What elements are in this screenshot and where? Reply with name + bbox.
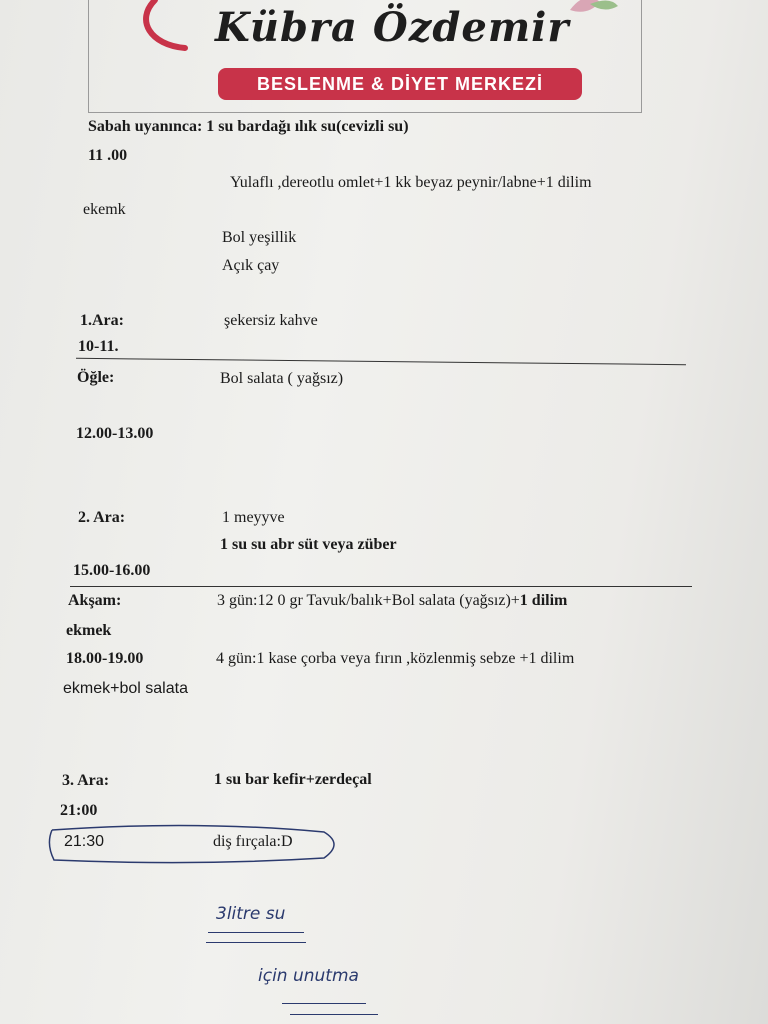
divider (76, 358, 686, 365)
dinner-option1-cont: ekmek (66, 622, 112, 639)
dinner-option1-text: 3 gün:12 0 gr Tavuk/balık+Bol salata (yağsız)+ (217, 592, 520, 609)
lunch-text: Bol salata ( yağsız) (220, 370, 344, 387)
dinner-option2-cont: ekmek+bol salata (63, 680, 188, 697)
dinner-option1-bold: 1 dilim (519, 592, 568, 609)
snack2-line: 1 meyyve (222, 509, 285, 526)
dinner-option2: 4 gün:1 kase çorba veya fırın ,közlenmiş sebze +1 dilim (216, 650, 575, 667)
handwritten-note: 3litre su (216, 904, 286, 924)
handwritten-note: için unutma (258, 966, 359, 986)
pen-underline (282, 1003, 366, 1004)
snack3-label: 3. Ara: (62, 772, 110, 789)
pen-underline (290, 1014, 378, 1015)
breakfast-line: Yulaflı ,dereotlu omlet+1 kk beyaz peynir/labne+1 dilim (230, 174, 592, 191)
center-badge: BESLENME & DİYET MERKEZİ (218, 68, 582, 100)
breakfast-line: ekemk (83, 201, 126, 218)
snack2-label: 2. Ara: (78, 509, 126, 526)
snack2-line: 1 su su abr süt veya züber (220, 536, 397, 553)
lunch-time: 12.00-13.00 (76, 425, 154, 442)
snack3-time: 21:00 (60, 802, 98, 819)
morning-label: Sabah uyanınca: (88, 118, 203, 135)
breakfast-line: Açık çay (222, 257, 280, 274)
logo-name: Kübra Özdemir (215, 4, 570, 51)
dinner-time: 18.00-19.00 (66, 650, 144, 667)
dinner-option1 (217, 592, 567, 610)
snack2-time: 15.00-16.00 (73, 562, 151, 579)
morning-section (88, 118, 409, 136)
snack3-text: 1 su bar kefir+zerdeçal (214, 771, 372, 788)
brushing-text: diş fırçala:D (213, 833, 293, 850)
morning-text: 1 su bardağı ılık su(cevizli su) (206, 118, 409, 135)
snack1-label: 1.Ara: (80, 312, 124, 329)
lunch-label: Öğle: (77, 369, 115, 386)
dinner-label: Akşam: (68, 592, 122, 609)
pen-underline (206, 942, 306, 943)
pen-underline (208, 932, 304, 933)
divider (70, 586, 692, 587)
snack1-time: 10-11. (78, 338, 119, 355)
breakfast-time: 11 .00 (88, 147, 128, 164)
brushing-time: 21:30 (64, 833, 105, 850)
breakfast-line: Bol yeşillik (222, 229, 297, 246)
snack1-text: şekersiz kahve (224, 312, 318, 329)
